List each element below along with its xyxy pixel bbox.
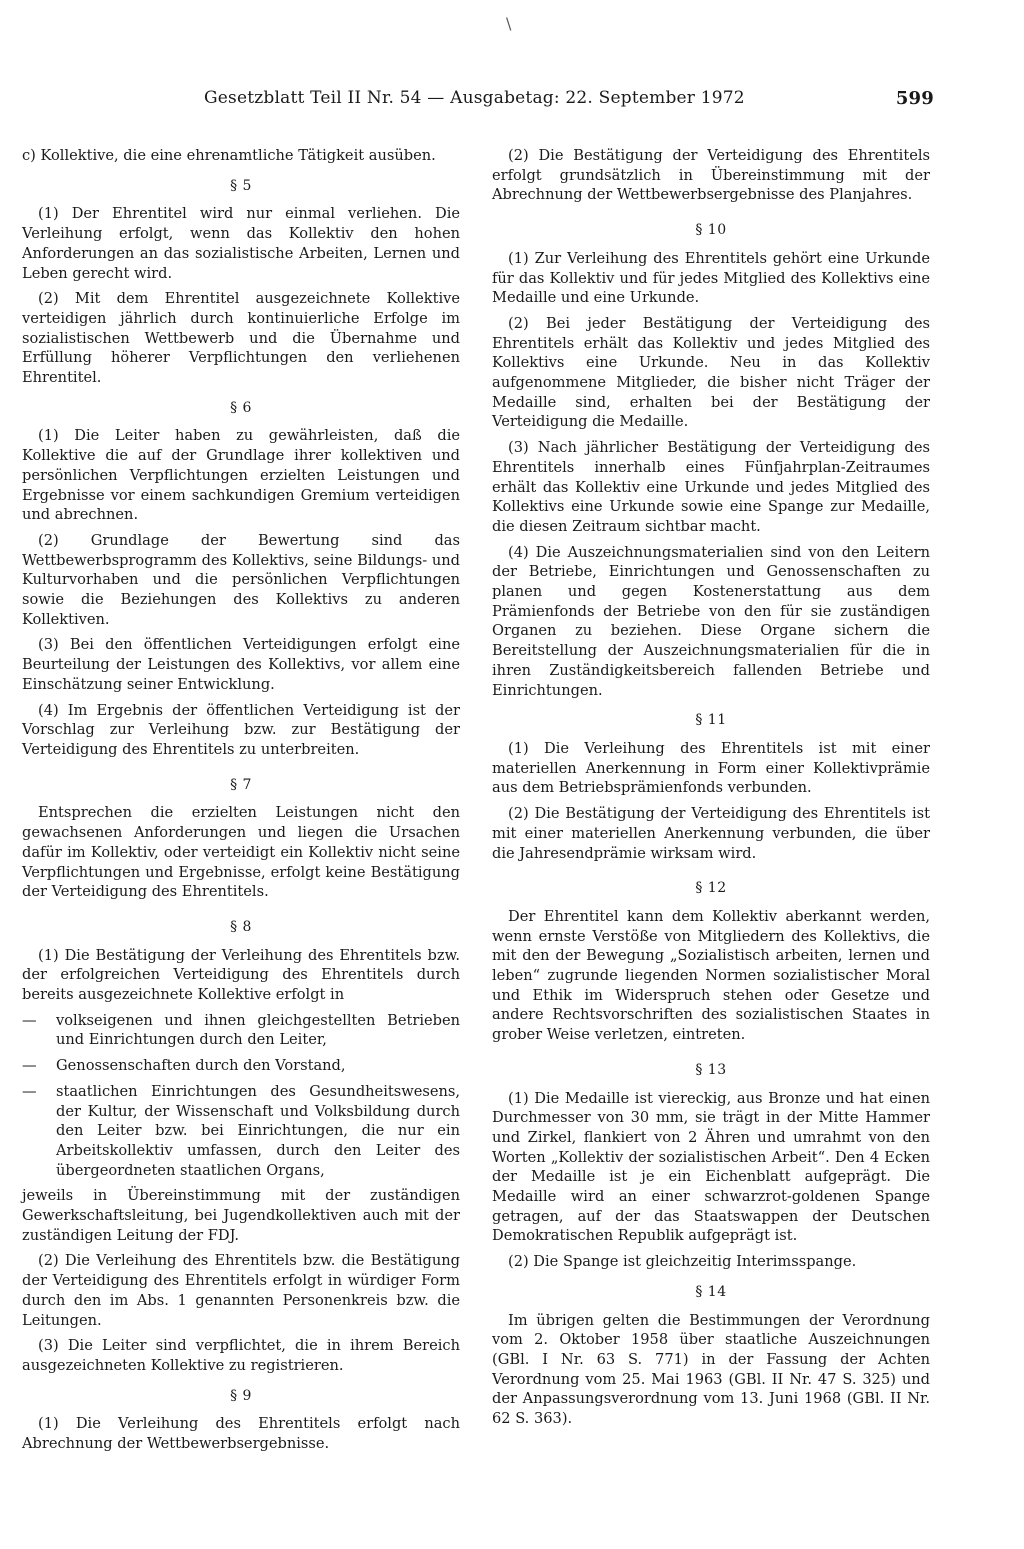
dash-marker: — [22, 1011, 37, 1029]
left-column [22, 146, 460, 1460]
paragraph: (2) Die Bestätigung der Verteidigung des Ehrentitels ist mit einer materiellen Anerkennung verbunden, die über die Jahresendprämie wirksam wird. [492, 805, 930, 862]
page-number: 599 [895, 88, 934, 109]
paragraph: Entsprechen die erzielten Leistungen nicht den gewachsenen Anforderungen und liegen die Ursachen dafür im Kollektiv, oder verteidigt ein Kollektiv nicht seine Verpflichtungen und Ergebnisse, erfolgt keine Bestätigung der Verteidigung des Ehrentitels. [22, 804, 460, 901]
section-heading: § 12 [695, 880, 727, 897]
section-heading: § 14 [695, 1283, 727, 1300]
list-item [22, 1082, 460, 1181]
paragraph: (2) Bei jeder Bestätigung der Verteidigung des Ehrentitels erhält das Kollektiv und jedes Mitglied des Kollektivs eine Urkunde. Neu in das Kollektiv aufgenommene Mitglieder, die bisher nicht Träger der Medaille sind, erhalten bei der Bestätigung der Verteidigung die Medaille. [492, 314, 930, 431]
paragraph: (1) Die Medaille ist viereckig, aus Bronze und hat einen Durchmesser von 30 mm, sie trägt in der Mitte Hammer und Zirkel, flankiert von 2 Ähren und umrahmt von den Worten „Kollektiv der sozialistischen Arbeit“. Den 4 Ecken der Medaille ist je ein Eichenblatt aufgeprägt. Die Medaille wird an einer schwarzrot-goldenen Spange getragen, auf der das Staatswappen der Deutschen Demokratischen Republik aufgeprägt ist. [492, 1089, 930, 1245]
paragraph: (1) Die Leiter haben zu gewährleisten, daß die Kollektive die auf der Grundlage ihrer kollektiven und persönlichen Verpflichtungen erzielten Leistungen und Ergebnisse vor einem sachkundigen Gremium verteidigen und abrechnen. [22, 427, 460, 524]
section-heading: § 10 [695, 222, 727, 239]
paragraph: Der Ehrentitel kann dem Kollektiv aberkannt werden, wenn ernste Verstöße von Mitgliedern des Kollektivs, die mit den der Bewegung „Sozialistisch arbeiten, lernen und leben“ zugrunde liegenden Normen sozialistischer Moral und Ethik im Widerspruch stehen oder Gesetze und andere Rechtsvorschriften des sozialistischen Staates in grober Weise verletzen, eintreten. [492, 907, 930, 1044]
section-heading: § 13 [695, 1061, 727, 1078]
paragraph: (1) Die Bestätigung der Verleihung des Ehrentitels bzw. der erfolgreichen Verteidigung des Ehrentitels durch bereits ausgezeichnete Kollektive erfolgt in [22, 946, 460, 1004]
paragraph: (4) Im Ergebnis der öffentlichen Verteidigung ist der Vorschlag zur Verleihung bzw. zur Bestätigung der Verteidigung des Ehrentitels zu unterbreiten. [22, 701, 460, 758]
paragraph: Im übrigen gelten die Bestimmungen der Verordnung vom 2. Oktober 1958 über staatliche Auszeichnungen (GBl. I Nr. 63 S. 771) in der Fassung der Achten Verordnung vom 25. Mai 1963 (GBl. II Nr. 47 S. 325) und der Anpassungsverordnung vom 13. Juni 1968 (GBl. II Nr. 62 S. 363). [492, 1311, 930, 1428]
dash-marker: — [22, 1082, 37, 1100]
section-heading: § 7 [230, 776, 252, 793]
section-heading: § 8 [230, 918, 252, 935]
paragraph: (3) Nach jährlicher Bestätigung der Verteidigung des Ehrentitels innerhalb eines Fünfjahrplan-Zeitraumes erhält das Kollektiv eine Urkunde und jedes Mitglied des Kollektivs eine Urkunde sowie eine Spange zur Medaille, die diesen Zeitraum sichtbar macht. [492, 439, 930, 535]
section-heading: § 9 [230, 1387, 252, 1404]
header-title: Gesetzblatt Teil II Nr. 54 — Ausgabetag: 22. September 1972 [204, 88, 745, 108]
paragraph: (1) Die Verleihung des Ehrentitels ist mit einer materiellen Anerkennung in Form einer Kollektivprämie aus dem Betriebsprämienfonds verbunden. [492, 739, 930, 797]
list-item [22, 1056, 460, 1076]
paragraph: (1) Die Verleihung des Ehrentitels erfolgt nach Abrechnung der Wettbewerbsergebnisse. [22, 1415, 460, 1453]
scan-mark: \ [506, 14, 512, 33]
list-item [22, 1011, 460, 1050]
list-item-text: volkseigenen und ihnen gleichgestellten Betrieben und Einrichtungen durch den Leiter, [56, 1011, 460, 1049]
paragraph: (2) Die Verleihung des Ehrentitels bzw. die Bestätigung der Verteidigung des Ehrentitels erfolgt in würdiger Form durch den im Abs. 1 genannten Personenkreis bzw. die Leitungen. [22, 1252, 460, 1329]
section-heading: § 11 [695, 712, 727, 729]
paragraph: (1) Der Ehrentitel wird nur einmal verliehen. Die Verleihung erfolgt, wenn das Kollektiv den hohen Anforderungen an das sozialistische Arbeiten, Lernen und Leben gerecht wird. [22, 205, 460, 282]
right-column [492, 146, 930, 1435]
list-item-text: Genossenschaften durch den Vorstand, [56, 1057, 346, 1075]
paragraph: jeweils in Übereinstimmung mit der zuständigen Gewerkschaftsleitung, bei Jugendkollektiven auch mit der zuständigen Leitung der FDJ. [22, 1187, 460, 1244]
list-item-text: staatlichen Einrichtungen des Gesundheitswesens, der Kultur, der Wissenschaft und Volksbildung durch den Leiter bzw. bei Einrichtungen, die nur ein Arbeitskollektiv umfassen, durch den Leiter des übergeordneten staatlichen Organs, [56, 1082, 460, 1179]
paragraph: (2) Die Bestätigung der Verteidigung des Ehrentitels erfolgt grundsätzlich in Übereinstimmung mit der Abrechnung der Wettbewerbsergebnisse des Planjahres. [492, 147, 930, 204]
paragraph: (3) Die Leiter sind verpflichtet, die in ihrem Bereich ausgezeichneten Kollektive zu registrieren. [22, 1337, 460, 1374]
paragraph: (2) Grundlage der Bewertung sind das Wettbewerbsprogramm des Kollektivs, seine Bildungs- und Kulturvorhaben und die persönlichen Verpflichtungen sowie die Beziehungen des Kollektivs zu anderen Kollektiven. [22, 531, 460, 628]
section-heading: § 6 [230, 399, 252, 416]
paragraph: (2) Die Spange ist gleichzeitig Interimsspange. [508, 1253, 857, 1271]
paragraph: (2) Mit dem Ehrentitel ausgezeichnete Kollektive verteidigen jährlich durch kontinuierliche Erfolge im sozialistischen Wettbewerb und die Übernahme und Erfüllung höherer Verpflichtungen den verliehenen Ehrentitel. [22, 290, 460, 387]
paragraph: c) Kollektive, die eine ehrenamtliche Tätigkeit ausüben. [22, 147, 436, 164]
page-header [204, 88, 934, 114]
section-heading: § 5 [230, 177, 252, 194]
paragraph: (4) Die Auszeichnungsmaterialien sind von den Leitern der Betriebe, Einrichtungen und Genossenschaften zu planen und gegen Kostenerstattung aus dem Prämienfonds der Betriebe von den für sie zuständigen Organen zu beziehen. Diese Organe sichern die Bereitstellung der Auszeichnungsmaterialien für die in ihren Zuständigkeitsbereich fallenden Betriebe und Einrichtungen. [492, 543, 930, 699]
paragraph: (3) Bei den öffentlichen Verteidigungen erfolgt eine Beurteilung der Leistungen des Kollektivs, vor allem eine Einschätzung seiner Entwicklung. [22, 636, 460, 693]
dash-marker: — [22, 1057, 37, 1075]
paragraph: (1) Zur Verleihung des Ehrentitels gehört eine Urkunde für das Kollektiv und für jedes Mitglied des Kollektivs eine Medaille und eine Urkunde. [492, 249, 930, 307]
